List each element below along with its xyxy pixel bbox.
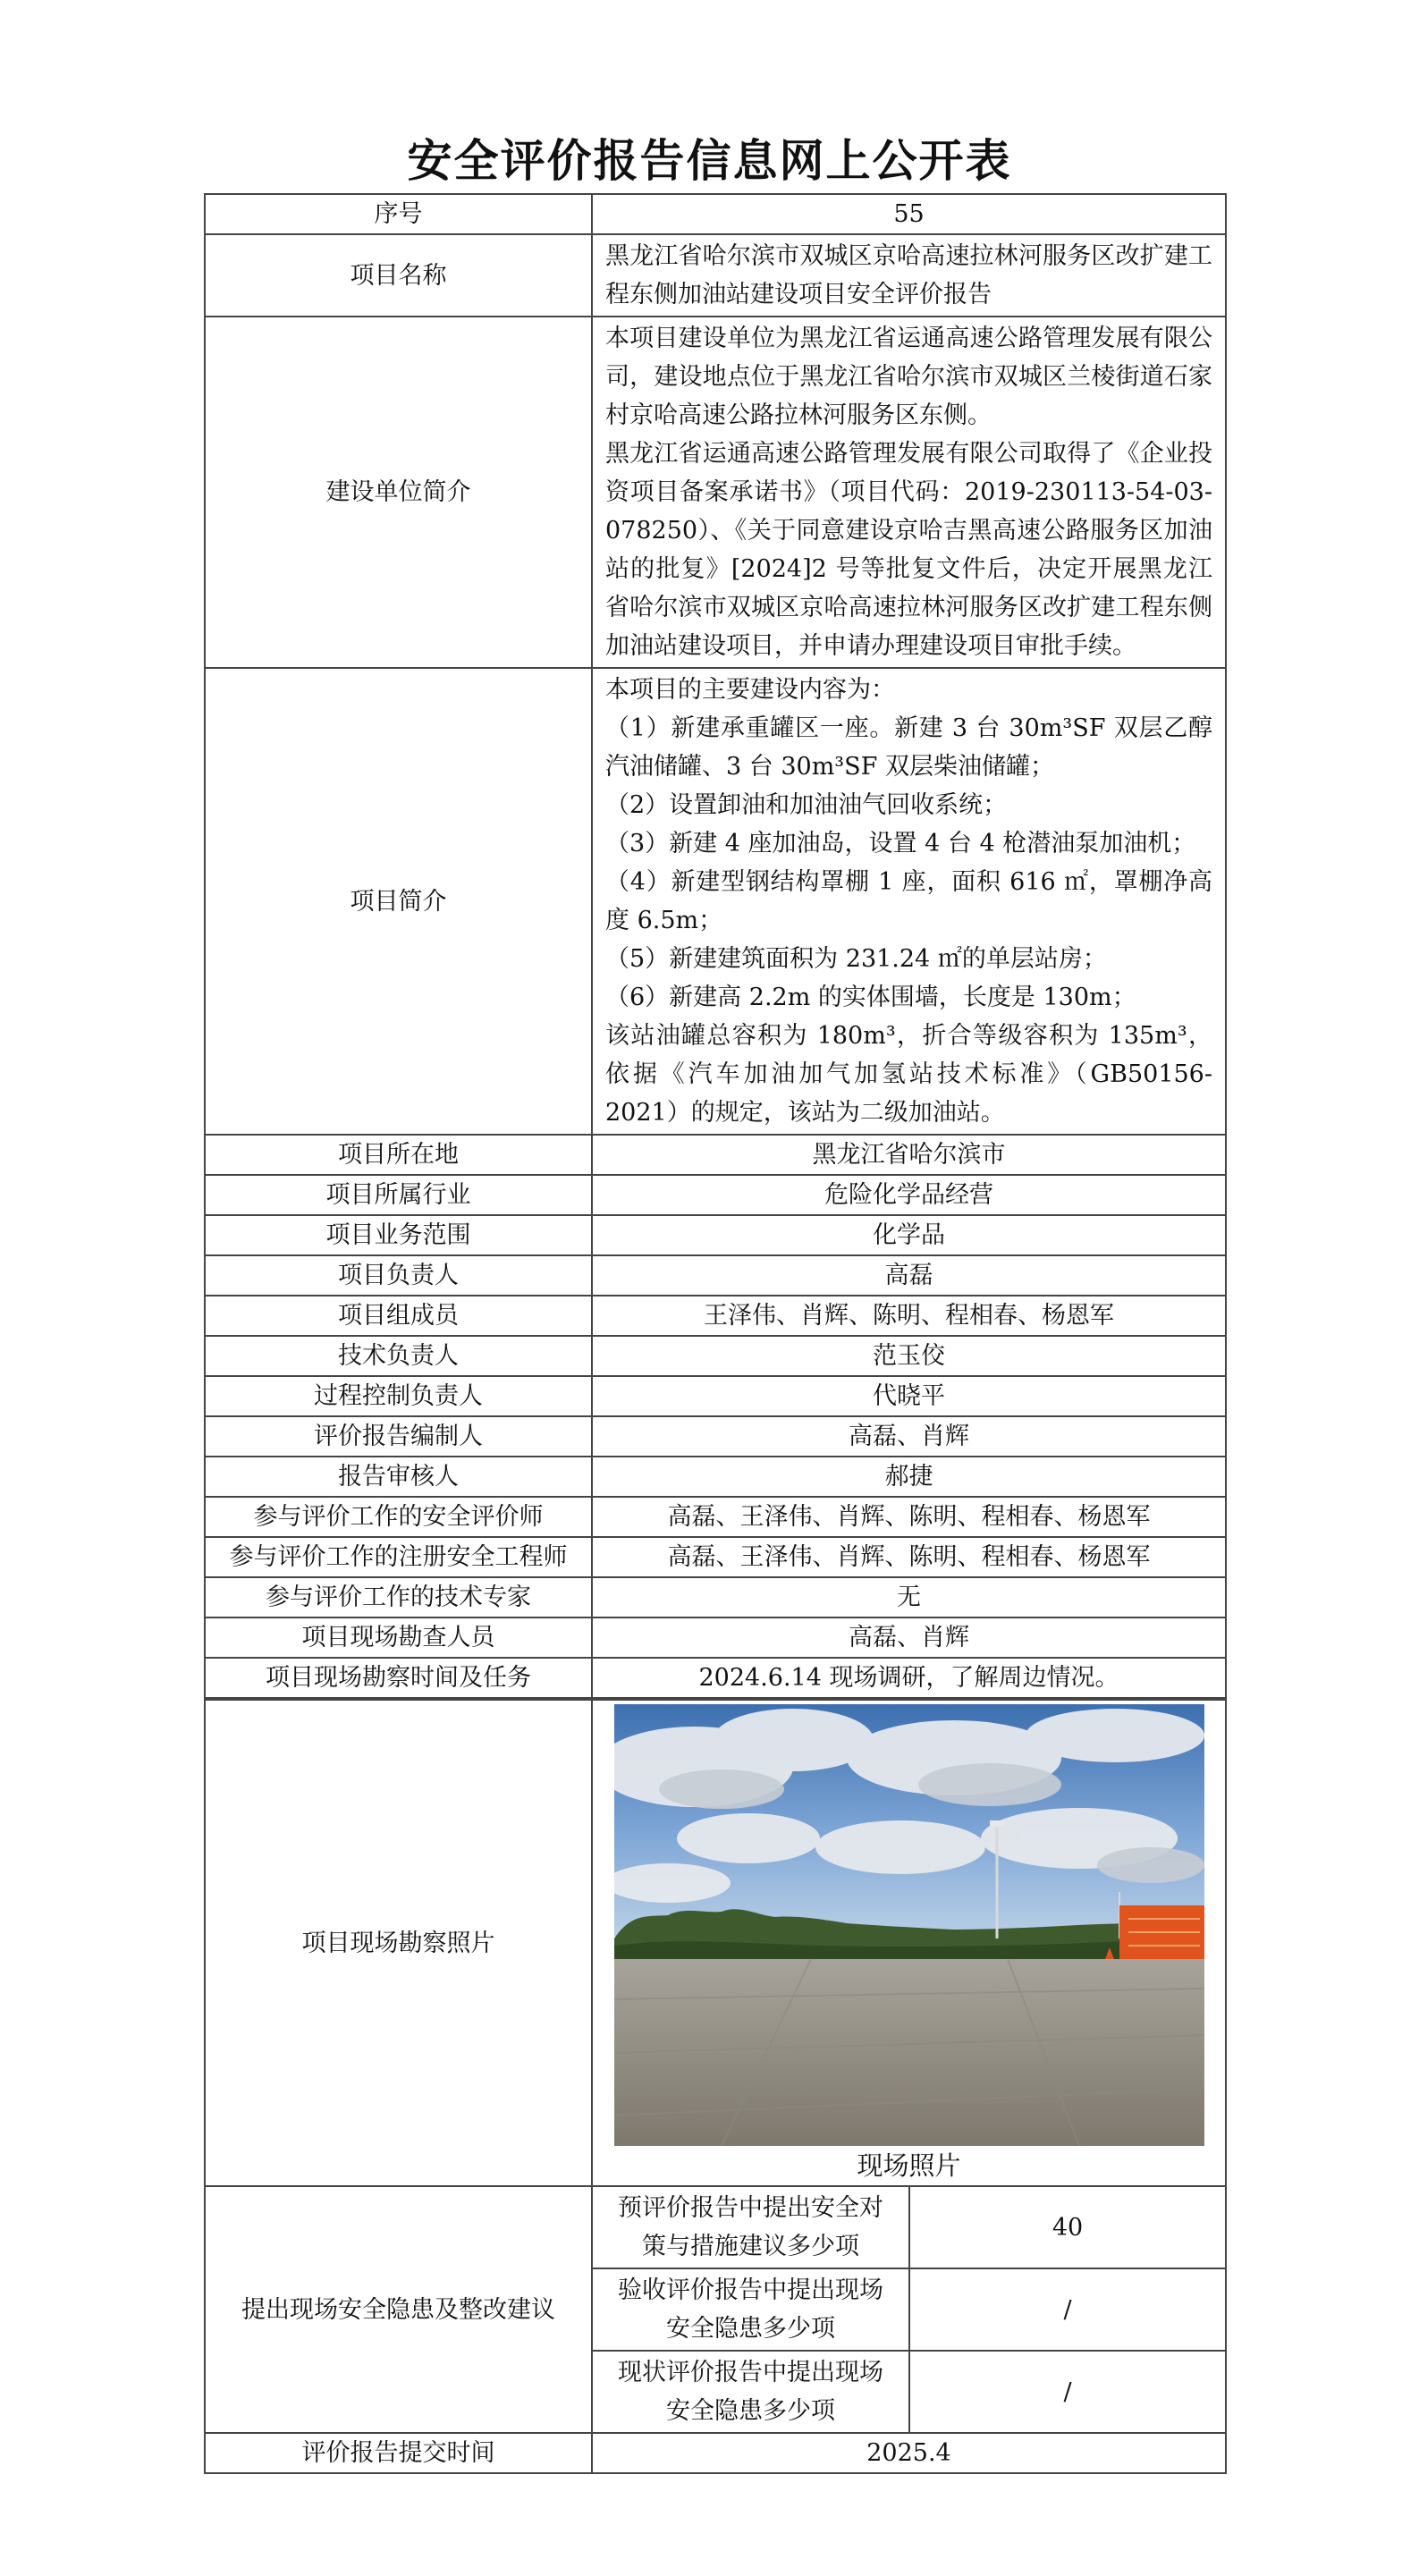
row-value: 郝捷	[592, 1457, 1226, 1497]
table-row	[205, 1617, 1226, 1658]
row-value: 高磊、肖辉	[592, 1416, 1226, 1457]
row-label: 项目所属行业	[205, 1175, 592, 1215]
table-row	[205, 1457, 1226, 1497]
builder-intro	[592, 317, 1226, 668]
site-photo	[614, 1704, 1204, 2146]
table-row	[205, 1135, 1226, 1175]
table-row	[205, 2433, 1226, 2473]
table-row	[205, 317, 1226, 668]
paragraph: 本项目建设单位为黑龙江省运通高速公路管理发展有限公司，建设地点位于黑龙江省哈尔滨市双城区兰棱街道石家村京哈高速公路拉林河服务区东侧。	[605, 325, 1212, 429]
row-value: 代晓平	[592, 1376, 1226, 1416]
paragraph: 该站油罐总容积为 180m³，折合等级容积为 135m³，依据《汽车加油加气加氢站技术标准》（GB50156-2021）的规定，该站为二级加油站。	[605, 1022, 1212, 1127]
row-label: 参与评价工作的注册安全工程师	[205, 1537, 592, 1577]
photo-and-hazards-table	[204, 1699, 1227, 2474]
table-row	[205, 1700, 1226, 2186]
paragraph: （6）新建高 2.2m 的实体围墙，长度是 130m；	[605, 984, 1136, 1011]
row-label: 项目负责人	[205, 1255, 592, 1296]
row-label: 过程控制负责人	[205, 1376, 592, 1416]
row-label: 项目所在地	[205, 1135, 592, 1175]
row-label: 技术负责人	[205, 1336, 592, 1376]
paragraph: 本项目的主要建设内容为：	[605, 676, 895, 704]
row-value: 高磊	[592, 1255, 1226, 1296]
paragraph: （1）新建承重罐区一座。新建 3 台 30m³SF 双层乙醇汽油储罐、3 台 30m³SF 双层柴油储罐；	[605, 714, 1212, 781]
row-value: 化学品	[592, 1215, 1226, 1255]
table-row	[205, 1416, 1226, 1457]
row-label: 项目现场勘察时间及任务	[205, 1658, 592, 1698]
row-label: 评价报告提交时间	[205, 2433, 592, 2473]
paragraph: （2）设置卸油和加油油气回收系统；	[605, 791, 1008, 819]
row-value: 黑龙江省哈尔滨市	[592, 1135, 1226, 1175]
table-row	[205, 2186, 1226, 2268]
paragraph: （3）新建 4 座加油岛，设置 4 台 4 枪潜油泵加油机；	[605, 830, 1196, 857]
table-row	[205, 1577, 1226, 1617]
row-value: 高磊、王泽伟、肖辉、陈明、程相春、杨恩军	[592, 1537, 1226, 1577]
row-label: 序号	[205, 194, 592, 234]
row-label: 提出现场安全隐患及整改建议	[205, 2186, 592, 2433]
row-label: 项目现场勘察照片	[205, 1700, 592, 2186]
row-value: 无	[592, 1577, 1226, 1617]
table-row	[205, 1537, 1226, 1577]
table-row	[205, 1497, 1226, 1537]
row-label: 评价报告编制人	[205, 1416, 592, 1457]
info-table	[204, 193, 1227, 1699]
row-value: 高磊、肖辉	[592, 1617, 1226, 1658]
project-intro	[592, 668, 1226, 1135]
table-row	[205, 668, 1226, 1135]
row-label: 项目现场勘查人员	[205, 1617, 592, 1658]
row-value: 范玉佼	[592, 1336, 1226, 1376]
submit-date: 2025.4	[592, 2433, 1226, 2473]
row-value: 55	[592, 194, 1226, 234]
table-row	[205, 234, 1226, 317]
row-label: 项目业务范围	[205, 1215, 592, 1255]
table-row	[205, 1215, 1226, 1255]
row-value: 王泽伟、肖辉、陈明、程相春、杨恩军	[592, 1296, 1226, 1336]
project-name-value: 黑龙江省哈尔滨市双城区京哈高速拉林河服务区改扩建工程东侧加油站建设项目安全评价报告	[592, 234, 1226, 317]
table-row	[205, 194, 1226, 234]
photo-cell	[592, 1700, 1226, 2186]
hazard-question: 预评价报告中提出安全对策与措施建议多少项	[592, 2186, 909, 2268]
hazard-count: /	[909, 2268, 1226, 2351]
hazard-count: 40	[909, 2186, 1226, 2268]
row-label: 报告审核人	[205, 1457, 592, 1497]
table-row	[205, 1175, 1226, 1215]
table-row	[205, 1296, 1226, 1336]
hazard-question: 验收评价报告中提出现场安全隐患多少项	[592, 2268, 909, 2351]
page-title: 安全评价报告信息网上公开表	[407, 134, 1012, 187]
hazard-count: /	[909, 2351, 1226, 2433]
row-label: 项目简介	[205, 668, 592, 1135]
paragraph: （5）新建建筑面积为 231.24 ㎡的单层站房；	[605, 945, 1107, 973]
paragraph: 黑龙江省运通高速公路管理发展有限公司取得了《企业投资项目备案承诺书》（项目代码：2019-230113-54-03-078250）、《关于同意建设京哈吉黑高速公路服务区加油站的批复》[2024]2 号等批复文件后，决定开展黑龙江省哈尔滨市双城区京哈高速拉林河服务区改扩建工程东侧加油站建设项目，并申请办理建设项目审批手续。	[605, 440, 1212, 660]
paragraph: （4）新建型钢结构罩棚 1 座，面积 616 ㎡，罩棚净高度 6.5m；	[605, 868, 1212, 934]
row-value: 高磊、王泽伟、肖辉、陈明、程相春、杨恩军	[592, 1497, 1226, 1537]
row-label: 项目组成员	[205, 1296, 592, 1336]
hazard-question: 现状评价报告中提出现场安全隐患多少项	[592, 2351, 909, 2433]
row-label: 项目名称	[205, 234, 592, 317]
table-row	[205, 1376, 1226, 1416]
row-value: 危险化学品经营	[592, 1175, 1226, 1215]
row-label: 参与评价工作的技术专家	[205, 1577, 592, 1617]
table-row	[205, 1658, 1226, 1698]
row-label: 建设单位简介	[205, 317, 592, 668]
row-label: 参与评价工作的安全评价师	[205, 1497, 592, 1537]
table-row	[205, 1255, 1226, 1296]
row-value: 2024.6.14 现场调研，了解周边情况。	[592, 1658, 1226, 1698]
photo-caption: 现场照片	[857, 2150, 961, 2181]
table-row	[205, 1336, 1226, 1376]
